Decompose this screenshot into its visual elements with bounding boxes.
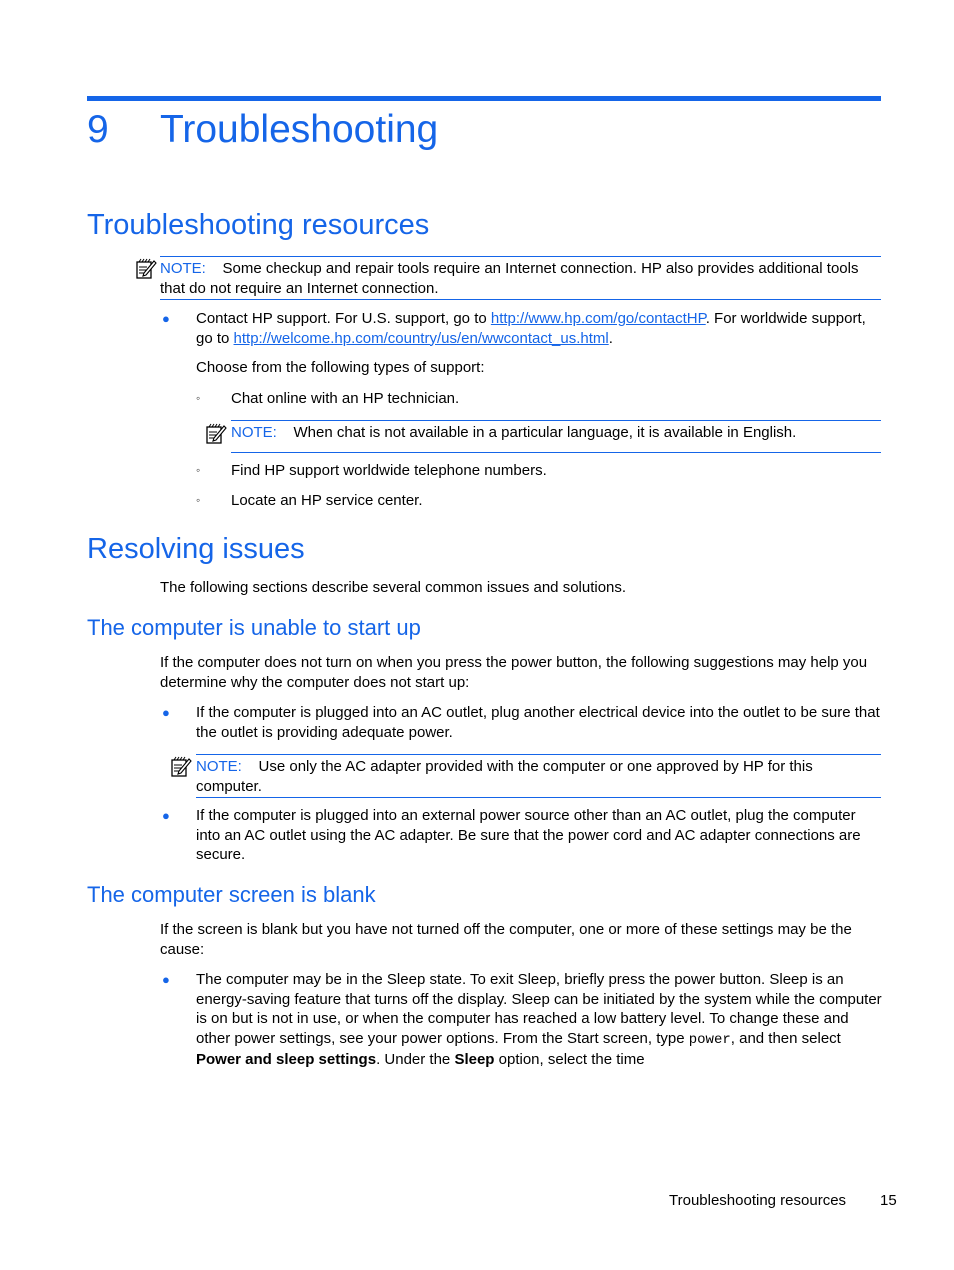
- bullet-contact-support: [196, 309, 882, 348]
- sub-item-service-center: Locate an HP service center.: [231, 492, 423, 509]
- footer-page-number: 15: [880, 1192, 897, 1209]
- contacthp-link[interactable]: http://www.hp.com/go/contactHP: [490, 310, 706, 327]
- note-chat-language: [231, 420, 881, 453]
- bullet-dot: ●: [162, 808, 170, 823]
- bullet-dot: ●: [162, 972, 170, 987]
- note-label: NOTE:: [231, 424, 277, 441]
- note-icon: [170, 756, 192, 778]
- sleep-text-3: . Under the: [376, 1051, 455, 1068]
- bullet-external-power: If the computer is plugged into an external power source other than an AC outlet, plug the computer into an AC outlet using the AC adapter. Be sure that the power cord and AC adapter connections are secure.: [196, 807, 861, 863]
- worldwide-contact-link[interactable]: http://welcome.hp.com/country/us/en/wwcontact_us.html: [233, 329, 609, 347]
- note-ac-adapter: [196, 754, 881, 798]
- circle-bullet: ◦: [196, 493, 201, 507]
- power-sleep-settings-label: Power and sleep settings: [196, 1051, 377, 1068]
- bullet-ac-outlet: If the computer is plugged into an AC outlet, plug another electrical device into the outlet to be sure that the outlet is providing adequate power.: [196, 704, 880, 741]
- subsection-title-start-up: The computer is unable to start up: [87, 615, 421, 640]
- subsection-title-screen-blank: The computer screen is blank: [87, 882, 376, 907]
- contact-text: Contact HP support. For U.S. support, go to: [196, 310, 491, 327]
- choose-text: Choose from the following types of support:: [196, 359, 485, 376]
- screen-blank-intro: If the screen is blank but you have not turned off the computer, one or more of these settings may be the cause:: [160, 921, 852, 958]
- note-icon: [205, 423, 227, 445]
- sleep-text: The computer may be in the Sleep state. To exit Sleep, briefly press the power button. Sleep is an energy-saving feature that turns off the display. Sleep can be initiated by the system while the computer is on but is not in use, or when the computer has reached a low battery level. To change these and other power settings, see your power options. From the Start screen, type: [196, 971, 882, 1047]
- start-up-intro: If the computer does not turn on when you press the power button, the following suggestions may help you determine why the computer does not start up:: [160, 654, 868, 691]
- note-text: Some checkup and repair tools require an Internet connection. HP also provides additional tools that do not require an Internet connection.: [160, 260, 859, 297]
- chapter-title: Troubleshooting: [160, 108, 439, 151]
- note-internet: [160, 256, 881, 300]
- sub-item-phone: Find HP support worldwide telephone numbers.: [231, 462, 547, 479]
- note-icon: [135, 258, 157, 280]
- bullet-dot: ●: [162, 311, 170, 326]
- sleep-option-label: Sleep: [454, 1051, 495, 1068]
- section-title-troubleshooting-resources: Troubleshooting resources: [87, 209, 430, 241]
- circle-bullet: ◦: [196, 391, 201, 405]
- bullet-dot: ●: [162, 705, 170, 720]
- note-text: When chat is not available in a particular language, it is available in English.: [293, 424, 797, 441]
- resolving-intro: The following sections describe several common issues and solutions.: [160, 579, 627, 596]
- section-title-resolving-issues: Resolving issues: [87, 533, 305, 565]
- chapter-number: 9: [87, 108, 109, 151]
- contact-text-end: .: [608, 329, 613, 347]
- note-text: Use only the AC adapter provided with the computer or one approved by HP for this computer.: [196, 758, 813, 795]
- note-label: NOTE:: [160, 260, 206, 277]
- bullet-sleep-state: [196, 970, 886, 1070]
- note-label: NOTE:: [196, 758, 242, 775]
- sub-item-chat: Chat online with an HP technician.: [231, 390, 460, 407]
- sleep-text-4: option, select the time: [494, 1051, 645, 1068]
- chapter-rule: [87, 96, 881, 101]
- sleep-text-2: , and then select: [730, 1029, 841, 1047]
- chapter-heading: [87, 106, 438, 154]
- circle-bullet: ◦: [196, 463, 201, 477]
- contact-text-mid: . For worldwide support, go to: [196, 310, 866, 347]
- footer-section: Troubleshooting resources: [669, 1192, 847, 1209]
- code-power: power: [688, 1031, 731, 1048]
